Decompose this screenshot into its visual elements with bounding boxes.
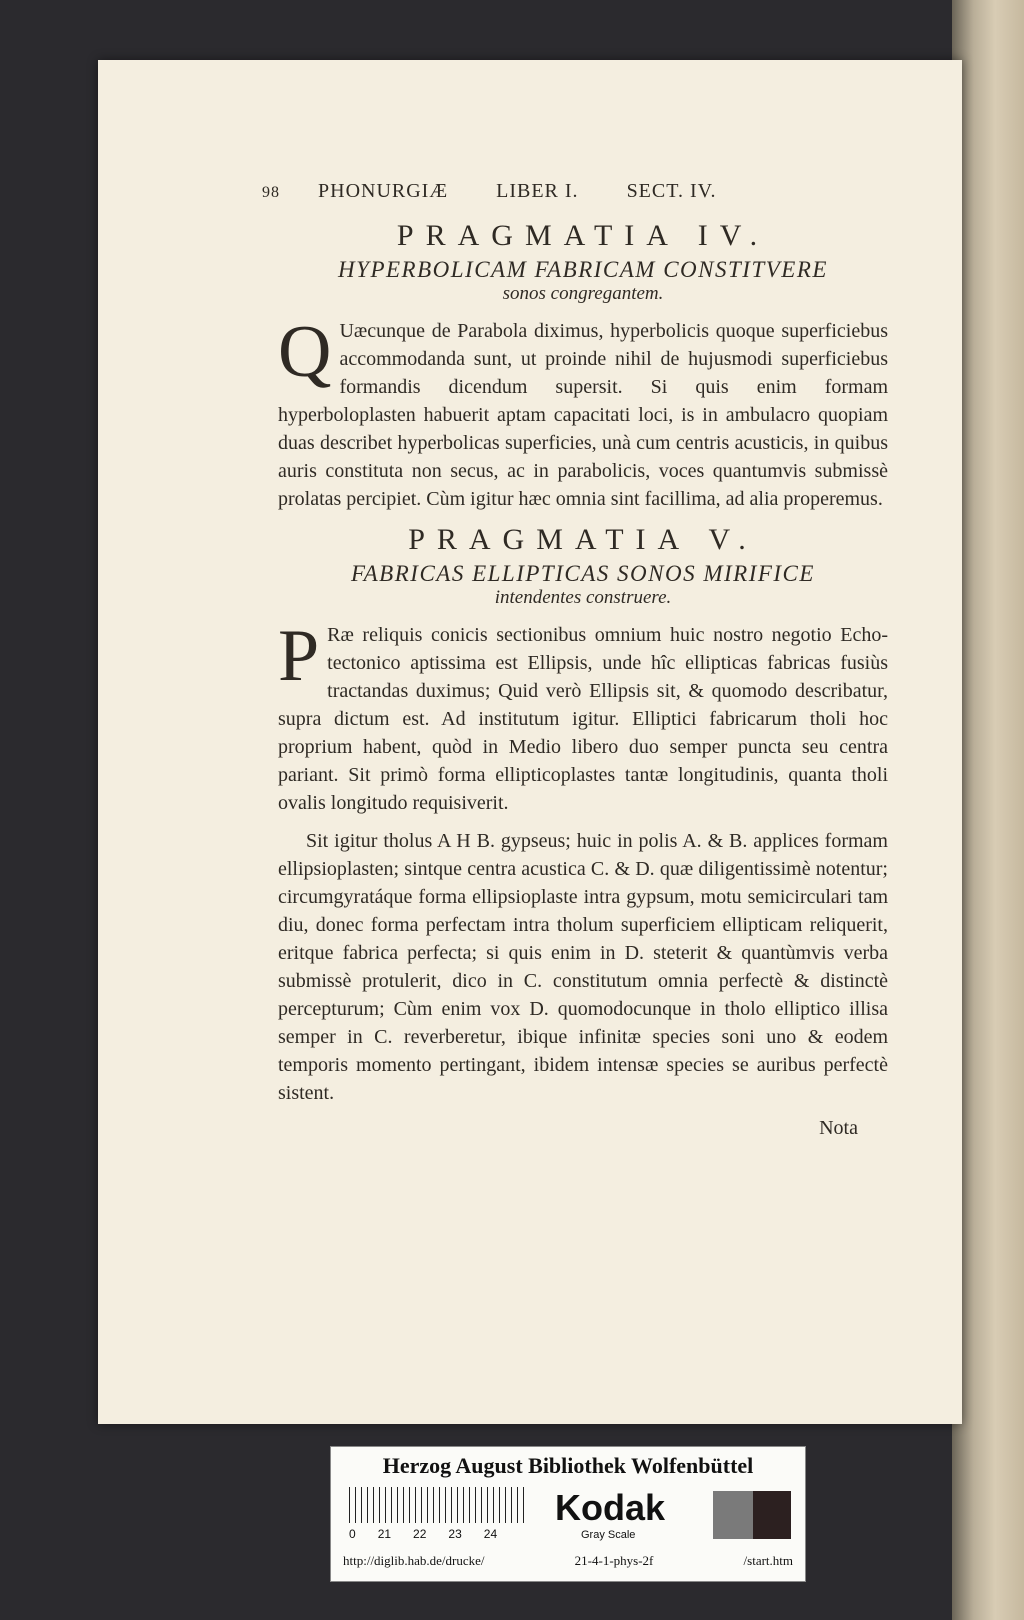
ruler-number: 21: [377, 1527, 392, 1541]
page-content: [262, 180, 888, 1140]
url-left: http://diglib.hab.de/drucke/: [343, 1553, 485, 1568]
section-subtitle: HYPERBOLICAM FABRICAM CONSTITVERE: [338, 257, 828, 282]
url-right: /start.htm: [743, 1553, 793, 1568]
running-title: PHONURGIÆ: [318, 180, 449, 202]
ruler-numbers: [349, 1527, 497, 1541]
drop-cap: P: [278, 615, 320, 697]
library-name: Herzog August Bibliothek Wolfenbüttel: [382, 1453, 754, 1478]
ruler-ticks: [349, 1487, 529, 1523]
running-head: [262, 180, 888, 203]
section-paragraph: Sit igitur tholus A H B. gypseus; huic in polis A. & B. applices formam ellipsioplasten; sintque centra acustica C. & D. quæ diligentissimè notentur; circumgyratáque forma ellipsioplaste intra gypsum, motu semicirculari tam diu, donec forma perfectam intra tholum superficiem ellipticam reliquerit, eritque fabrica perfecta; si quis enim in D. steterit & quantùmvis verba submissè protulerit, dico in C. constitutum omnia perfectè & distinctè percepturum; Cùm enim vox D. quomodocunque in tholo elliptico illisa semper in C. reverberetur, ibique infinitæ species soni uno & eodem temporis momento pertingant, ibidem intensæ species se auribus perfectè sistent.: [278, 830, 888, 1104]
color-scale-target: [330, 1446, 806, 1582]
section-subtitle-secondary: intendentes construere.: [494, 587, 672, 608]
running-book: LIBER I.: [496, 180, 579, 202]
adjacent-page-edge: [952, 0, 1024, 1620]
ruler-number: 24: [483, 1527, 498, 1541]
ruler-number: 22: [413, 1527, 427, 1541]
gray-scale-label: Gray Scale: [581, 1529, 636, 1541]
paragraph-text: Uæcunque de Parabola diximus, hyperbolicis quoque superficiebus accommodanda sunt, ut proinde nihil de hujusmodi superficiebus formandis dicendum supersit. Si quis enim formam hyperboloplasten habuerit aptam capacitati loci, is in ambulacro quopiam duas describet hyperbolicas superficies, unà cum centris acusticis, in quibus auris constituta non secus, ac in parabolicis, voces quantumvis submissè prolatas percipiet. Cùm igitur hæc omnia sint facillima, ad alia properemus.: [278, 320, 888, 510]
ruler-number: 23: [448, 1527, 462, 1541]
drop-cap: Q: [278, 311, 332, 393]
kodak-logo: Kodak: [555, 1487, 666, 1528]
section-subtitle-secondary: sonos congregantem.: [502, 283, 664, 304]
url-strip: [331, 1553, 805, 1575]
dark-patch: [753, 1491, 791, 1539]
section-heading: PRAGMATIA V.: [408, 523, 758, 556]
section-subtitle: FABRICAS ELLIPTICAS SONOS MIRIFICE: [351, 561, 815, 586]
ruler-number: 0: [349, 1527, 356, 1541]
section-heading: PRAGMATIA IV.: [396, 219, 770, 252]
catchword: Nota: [819, 1117, 858, 1139]
section-paragraph: [278, 311, 888, 513]
section-paragraph: [278, 615, 888, 817]
paragraph-text: Ræ reliquis conicis sectionibus omnium huic nostro negotio Echo-tectonico aptissima est Ellipsis, unde hîc ellipticas fabricas fusiùs tractandas duximus; Quid verò Ellipsis sit, & quomodo describatur, supra dictum est. Ad institutum igitur. Elliptici fabricarum tholi hoc proprium habent, quòd in Medio libero duo semper puncta seu centra pariant. Sit primò forma ellipticoplastes tantæ longitudinis, quanta tholi ovalis longitudo requisiverit.: [278, 624, 888, 814]
running-section: SECT. IV.: [626, 180, 717, 202]
page-number: 98: [262, 184, 280, 201]
url-mid: 21-4-1-phys-2f: [574, 1553, 654, 1568]
gray-patch: [713, 1491, 753, 1539]
book-page: [98, 60, 962, 1424]
